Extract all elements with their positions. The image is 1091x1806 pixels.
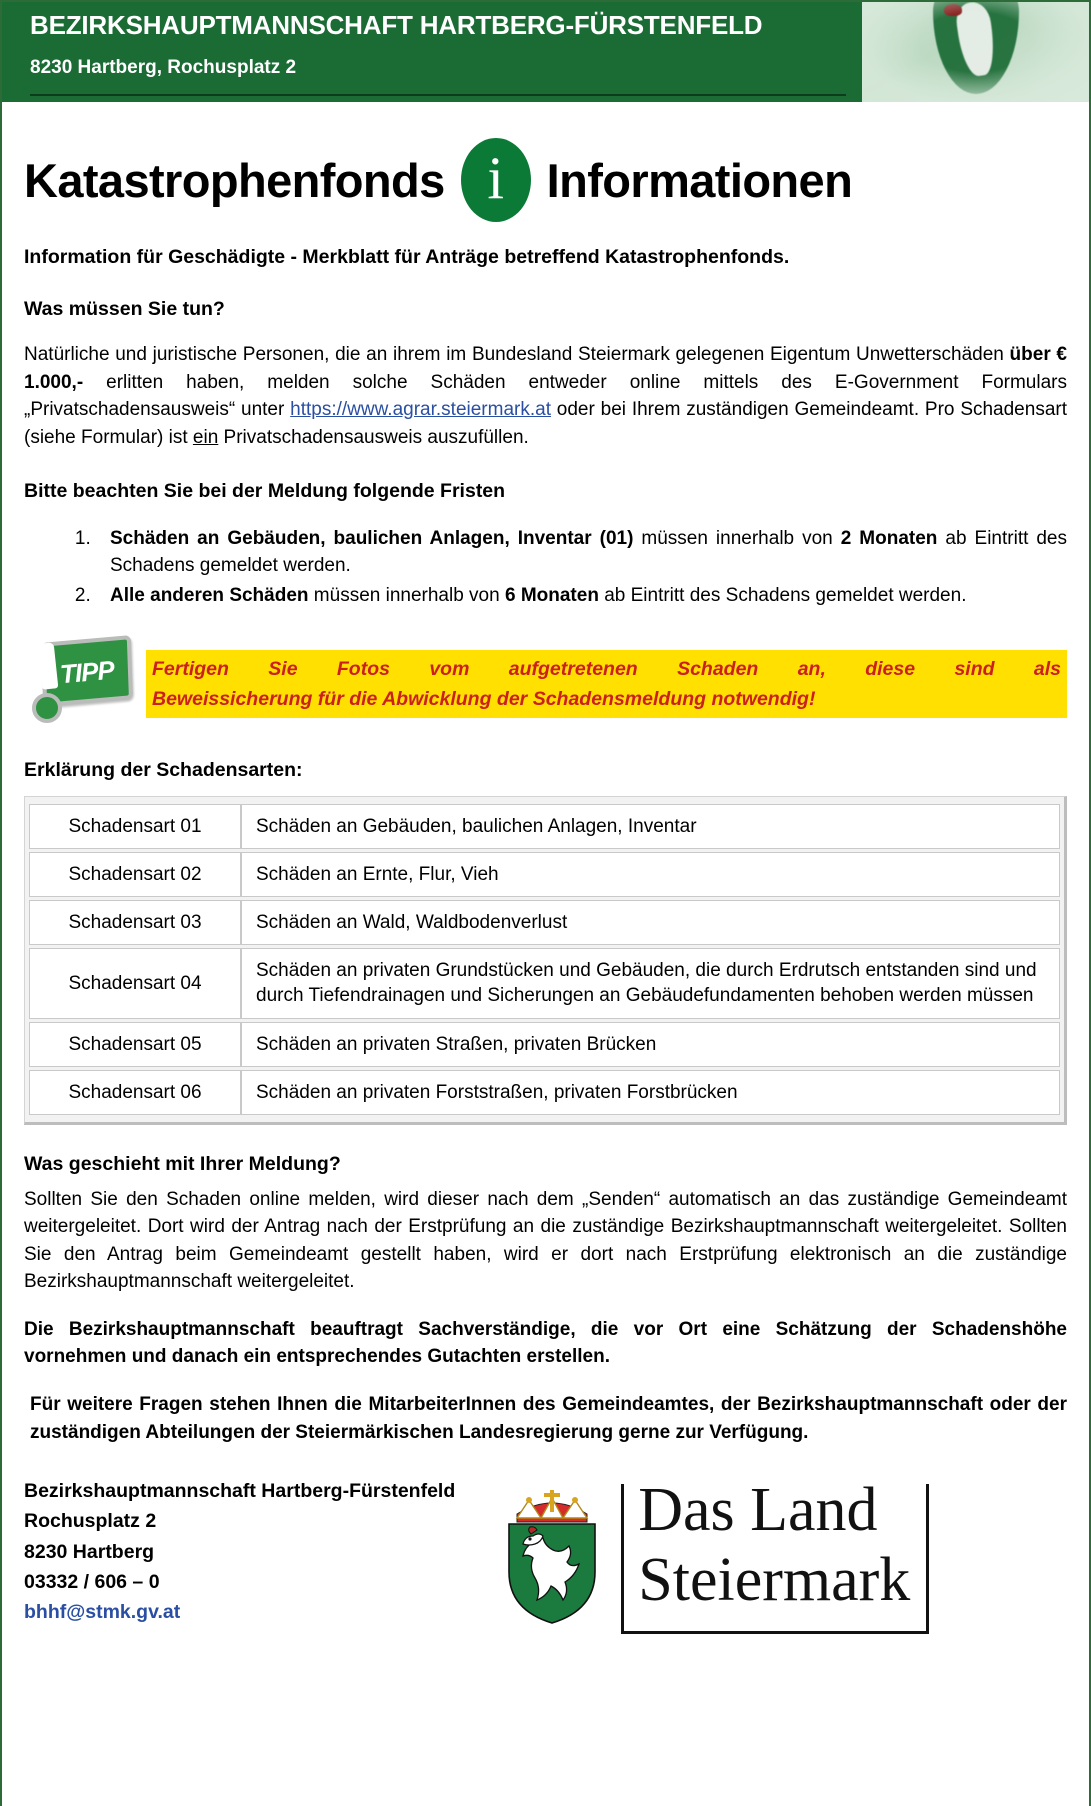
table-cell-art: Schadensart 03 xyxy=(29,900,241,945)
fristen-list xyxy=(24,525,1067,610)
fristen-1-mid: müssen innerhalb von xyxy=(633,527,841,549)
para-text-c: oder bei Ihrem zuständigen Gemeindeamt. Pro Schadensart (siehe Formular) ist xyxy=(24,399,1067,448)
paragraph-meldung-2: Die Bezirkshauptmannschaft beauftragt Sachverständige, die vor Ort eine Schätzung der Schadenshöhe vornehmen und danach ein entsprechendes Gutachten erstellen. xyxy=(24,1318,1067,1368)
table-row xyxy=(29,948,1060,1018)
exclamation-dot-icon xyxy=(32,693,62,723)
table-row xyxy=(29,900,1060,945)
heading-meldung: Was geschieht mit Ihrer Meldung? xyxy=(24,1152,341,1175)
styria-panther-crest-icon xyxy=(862,2,1089,102)
das-land-steiermark-wordmark xyxy=(621,1484,929,1634)
paragraph-meldung-3: Für weitere Fragen stehen Ihnen die MitarbeiterInnen des Gemeindeamtes, der Bezirkshauptmannschaft oder der zuständigen Abteilungen der Steiermärkischen Landesregierung gerne zur Verfügung. xyxy=(30,1393,1067,1443)
table-cell-desc: Schäden an privaten Forststraßen, privaten Forstbrücken xyxy=(241,1070,1060,1115)
heading-fristen: Bitte beachten Sie bei der Meldung folgende Fristen xyxy=(24,479,506,502)
footer-address-block xyxy=(24,1476,455,1627)
para-text-b: erlitten haben, melden solche Schäden entweder online mittels des E-Government Formulars „Privatschadensausweis“ unter xyxy=(24,371,1067,421)
table-cell-desc: Schäden an Gebäuden, baulichen Anlagen, Inventar xyxy=(241,804,1060,849)
footer-authority-name: Bezirkshauptmannschaft Hartberg-Fürstenfeld xyxy=(24,1480,456,1503)
schadensarten-table xyxy=(29,801,1060,1118)
das-land-steiermark-logo xyxy=(499,1484,1067,1634)
table-row xyxy=(29,1070,1060,1115)
table-cell-art: Schadensart 06 xyxy=(29,1070,241,1115)
footer-phone: 03332 / 606 – 0 xyxy=(24,1570,160,1593)
table-row xyxy=(29,1022,1060,1067)
paragraph-meldung-1: Sollten Sie den Schaden online melden, wird dieser nach dem „Senden“ automatisch an das zuständige Gemeindeamt weitergeleitet. Dort wird der Antrag nach der Erstprüfung an die zuständige Bezirkshauptmannschaft weitergeleitet. Sollten Sie den Antrag beim Gemeindeamt gestellt haben, wird er dort nach Erstprüfung elektronisch an die zuständige Bezirkshauptmannschaft weitergeleitet. xyxy=(24,1188,1067,1293)
tipp-sign-label: TIPP xyxy=(58,654,115,690)
agrar-steiermark-link[interactable]: https://www.agrar.steiermark.at xyxy=(290,399,551,421)
logo-line-2: Steiermark xyxy=(638,1545,911,1614)
tipp-line-1: Fertigen Sie Fotos vom aufgetretenen Schaden an, diese sind als xyxy=(152,657,1061,680)
para-text-d: Privatschadensausweis auszufüllen. xyxy=(218,426,529,448)
document-content xyxy=(2,138,1089,1634)
para-text-a: Natürliche und juristische Personen, die an ihrem im Bundesland Steiermark gelegenen Eigentum Unwetterschäden xyxy=(24,344,1010,366)
info-icon-glyph: i xyxy=(487,145,504,211)
header-authority-address: 8230 Hartberg, Rochusplatz 2 xyxy=(30,57,297,79)
heading-what-to-do: Was müssen Sie tun? xyxy=(24,298,225,321)
footer-street: Rochusplatz 2 xyxy=(24,1510,157,1533)
paragraph-what-to-do xyxy=(24,341,1067,451)
para-ein-underline: ein xyxy=(192,426,219,448)
fristen-2-mid: müssen innerhalb von xyxy=(308,584,505,606)
heading-schadensarten: Erklärung der Schadensarten: xyxy=(24,759,303,782)
table-cell-desc: Schäden an Wald, Waldbodenverlust xyxy=(241,900,1060,945)
footer-city: 8230 Hartberg xyxy=(24,1540,155,1563)
list-item xyxy=(96,582,1067,610)
page-footer xyxy=(24,1476,1067,1634)
lead-subtitle: Information für Geschädigte - Merkblatt für Anträge betreffend Katastrophenfonds. xyxy=(24,246,790,268)
table-cell-desc: Schäden an privaten Grundstücken und Gebäuden, die durch Erdrutsch entstanden sind und durch Tiefendrainagen und Sicherungen an Gebäudefundamenten behoben werden müssen xyxy=(241,948,1060,1018)
logo-line-1: Das Land xyxy=(638,1484,878,1545)
table-cell-art: Schadensart 02 xyxy=(29,852,241,897)
table-cell-desc: Schäden an privaten Straßen, privaten Brücken xyxy=(241,1022,1060,1067)
list-item xyxy=(96,525,1067,580)
crest-fade-overlay xyxy=(862,2,1089,102)
tipp-sign-icon xyxy=(24,635,140,733)
page-title-left: Katastrophenfonds xyxy=(24,153,445,207)
page-header xyxy=(2,2,1089,102)
para-amount-bold: über € 1.000,- xyxy=(24,344,1067,393)
styria-shield-svg xyxy=(499,1484,605,1624)
styria-shield-icon xyxy=(499,1484,605,1624)
fristen-1-bold2: 2 Monaten xyxy=(840,527,938,549)
fristen-2-bold1: Alle anderen Schäden xyxy=(110,584,309,606)
fristen-1-bold1: Schäden an Gebäuden, baulichen Anlagen, Inventar (01) xyxy=(110,527,634,549)
tipp-callout xyxy=(24,635,1067,733)
fristen-2-bold2: 6 Monaten xyxy=(504,584,599,606)
table-row xyxy=(29,852,1060,897)
info-icon xyxy=(461,138,531,222)
tipp-text xyxy=(146,650,1067,718)
fristen-1-tail: ab Eintritt des Schadens gemeldet werden. xyxy=(110,527,1067,577)
table-cell-art: Schadensart 05 xyxy=(29,1022,241,1067)
table-row xyxy=(29,804,1060,849)
header-authority-name: BEZIRKSHAUPTMANNSCHAFT HARTBERG-FÜRSTENFELD xyxy=(30,10,763,40)
page-title-right: Informationen xyxy=(546,153,853,207)
table-cell-art: Schadensart 04 xyxy=(29,948,241,1018)
fristen-2-tail: ab Eintritt des Schadens gemeldet werden. xyxy=(598,584,967,606)
tipp-line-2: Beweissicherung für die Abwicklung der Schadensmeldung notwendig! xyxy=(152,688,816,711)
table-cell-art: Schadensart 01 xyxy=(29,804,241,849)
page-title xyxy=(24,138,1067,222)
header-authority-block xyxy=(2,2,862,102)
header-divider xyxy=(30,94,846,96)
footer-email-link[interactable]: bhhf@stmk.gv.at xyxy=(24,1600,181,1623)
schadensarten-table-container xyxy=(24,796,1067,1125)
table-cell-desc: Schäden an Ernte, Flur, Vieh xyxy=(241,852,1060,897)
